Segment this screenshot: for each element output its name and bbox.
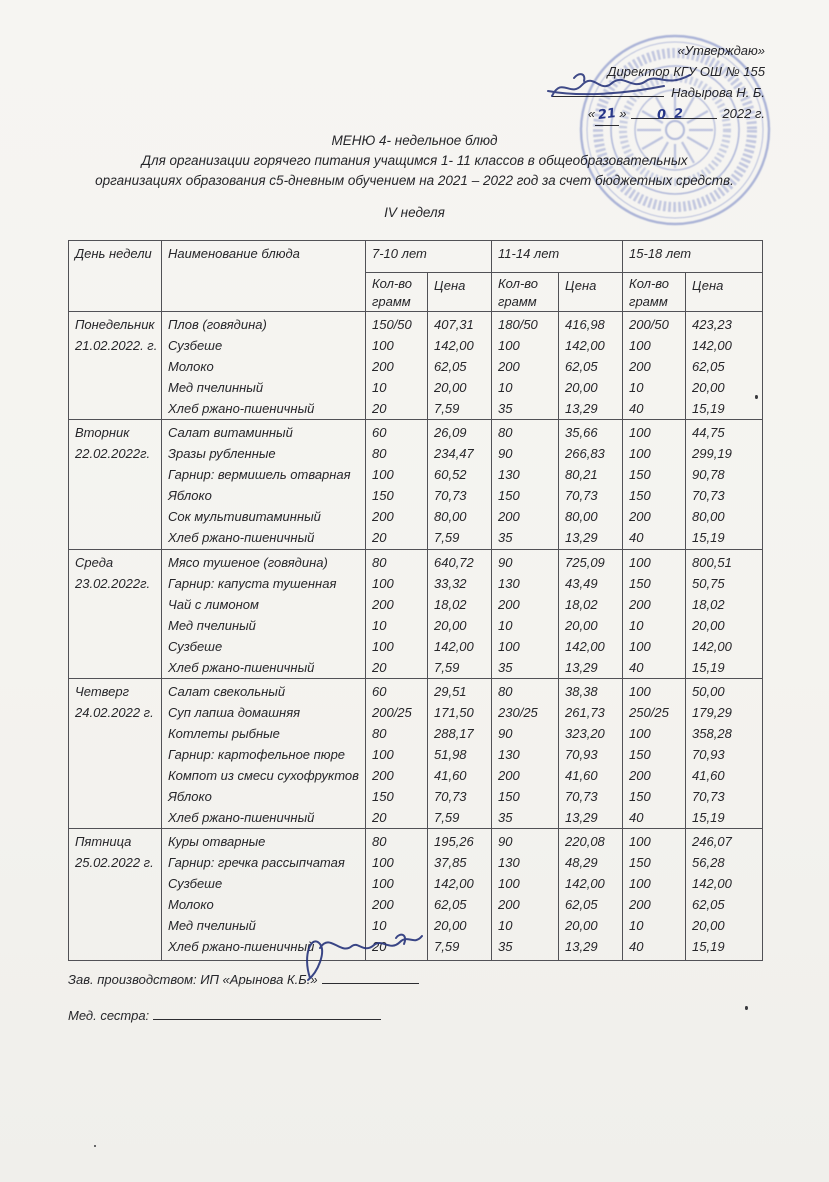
qty-cell (623, 312, 686, 420)
cell-value: 130 (498, 855, 520, 870)
cell-value: 200 (498, 509, 520, 524)
cell-value: 100 (372, 467, 394, 482)
cell-value: 200 (372, 359, 394, 374)
header-price-2: Цена (559, 273, 623, 312)
cell-value: 246,07 (692, 834, 732, 849)
cell-value: 150 (629, 576, 651, 591)
cell-value: 266,83 (565, 446, 605, 461)
cell-value: 100 (629, 726, 651, 741)
cell-value: 41,60 (565, 768, 598, 783)
header-age-11-14: 11-14 лет (492, 241, 623, 273)
cell-value: 41,60 (434, 768, 467, 783)
dish-name: Хлеб ржано-пшеничный (168, 939, 315, 954)
price-cell (428, 550, 492, 679)
cell-value: 416,98 (565, 317, 605, 332)
cell-value: 18,02 (692, 597, 725, 612)
director-name: Надырова Н. Б. (671, 85, 765, 100)
dish-cell (162, 550, 366, 679)
menu-table (68, 240, 763, 961)
qty-cell (623, 679, 686, 829)
day-cell (69, 679, 162, 829)
cell-value: 10 (629, 380, 644, 395)
cell-value: 200 (629, 359, 651, 374)
cell-value: 407,31 (434, 317, 474, 332)
cell-value: 7,59 (434, 401, 460, 416)
title-line-2: Для организации горячего питания учащимся 1- 11 классов в общеобразовательных (141, 153, 688, 168)
cell-value: 40 (629, 401, 644, 416)
cell-value: 100 (629, 555, 651, 570)
cell-value: 70,73 (692, 488, 725, 503)
cell-value: 15,19 (692, 660, 725, 675)
cell-value: 142,00 (565, 338, 605, 353)
cell-value: 80,00 (565, 509, 598, 524)
cell-value: 142,00 (692, 639, 732, 654)
date-close-quote: » (619, 106, 627, 121)
cell-value: 90 (498, 726, 513, 741)
qty-cell (492, 679, 559, 829)
price-cell (428, 829, 492, 961)
cell-value: 100 (372, 855, 394, 870)
cell-value: 10 (498, 380, 513, 395)
day-name: Вторник (75, 425, 130, 440)
cell-value: 90 (498, 555, 513, 570)
cell-value: 20,00 (434, 918, 467, 933)
cell-value: 80,21 (565, 467, 598, 482)
cell-value: 100 (498, 639, 520, 654)
header-age-15-18: 15-18 лет (623, 241, 763, 273)
cell-value: 7,59 (434, 939, 460, 954)
dish-name: Сузбеше (168, 338, 223, 353)
cell-value: 200/50 (629, 317, 669, 332)
cell-value: 90,78 (692, 467, 725, 482)
dish-name: Плов (говядина) (168, 317, 267, 332)
handwritten-month: 02 (657, 106, 692, 123)
date-open-quote: « (587, 106, 596, 121)
day-name: Четверг (75, 684, 130, 699)
cell-value: 40 (629, 660, 644, 675)
dish-name: Куры отварные (168, 834, 266, 849)
dish-name: Салат витаминный (168, 425, 293, 440)
day-date: 21.02.2022. г. (75, 338, 158, 353)
cell-value: 33,32 (434, 576, 467, 591)
price-cell (559, 679, 623, 829)
scan-speck (755, 395, 758, 399)
cell-value: 100 (629, 834, 651, 849)
cell-value: 60 (372, 684, 387, 699)
cell-value: 142,00 (434, 876, 474, 891)
dish-name: Сок мультивитаминный (168, 509, 321, 524)
dish-name: Гарнир: гречка рассыпчатая (168, 855, 345, 870)
cell-value: 200 (498, 597, 520, 612)
qty-cell (623, 420, 686, 550)
cell-value: 80,00 (434, 509, 467, 524)
cell-value: 100 (629, 684, 651, 699)
dish-name: Гарнир: капуста тушенная (168, 576, 337, 591)
cell-value: 15,19 (692, 530, 725, 545)
price-cell (559, 312, 623, 420)
price-cell (428, 312, 492, 420)
cell-value: 15,19 (692, 401, 725, 416)
header-dish-name: Наименование блюда (162, 241, 366, 312)
dish-name: Яблоко (168, 789, 212, 804)
cell-value: 62,05 (692, 359, 725, 374)
production-manager-signature (296, 928, 426, 984)
round-stamp (574, 26, 780, 232)
header-qty-3: Кол-во грамм (623, 273, 686, 312)
cell-value: 35 (498, 401, 513, 416)
day-name: Пятница (75, 834, 132, 849)
cell-value: 150 (498, 488, 520, 503)
cell-value: 29,51 (434, 684, 467, 699)
cell-value: 10 (372, 618, 387, 633)
dish-name: Хлеб ржано-пшеничный (168, 401, 315, 416)
day-cell (69, 550, 162, 679)
cell-value: 10 (629, 918, 644, 933)
cell-value: 142,00 (692, 338, 732, 353)
dish-name: Мед пчелинный (168, 380, 264, 395)
menu-table-header (69, 241, 763, 312)
cell-value: 288,17 (434, 726, 474, 741)
cell-value: 200 (498, 768, 520, 783)
cell-value: 20,00 (434, 618, 467, 633)
cell-value: 80 (372, 555, 387, 570)
cell-value: 299,19 (692, 446, 732, 461)
header-age-7-10: 7-10 лет (366, 241, 492, 273)
cell-value: 7,59 (434, 810, 460, 825)
cell-value: 51,98 (434, 747, 467, 762)
cell-value: 100 (372, 639, 394, 654)
cell-value: 7,59 (434, 530, 460, 545)
qty-cell (492, 420, 559, 550)
qty-cell (366, 679, 428, 829)
cell-value: 200 (372, 509, 394, 524)
cell-value: 20 (372, 660, 387, 675)
qty-cell (623, 550, 686, 679)
cell-value: 37,85 (434, 855, 467, 870)
cell-value: 80,00 (692, 509, 725, 524)
cell-value: 40 (629, 530, 644, 545)
cell-value: 150 (629, 467, 651, 482)
cell-value: 20,00 (434, 380, 467, 395)
cell-value: 40 (629, 810, 644, 825)
cell-value: 150 (372, 789, 394, 804)
cell-value: 142,00 (434, 338, 474, 353)
cell-value: 56,28 (692, 855, 725, 870)
dish-name: Мед пчелиный (168, 618, 256, 633)
cell-value: 13,29 (565, 401, 598, 416)
cell-value: 800,51 (692, 555, 732, 570)
cell-value: 142,00 (565, 639, 605, 654)
day-date: 22.02.2022г. (75, 446, 151, 461)
director-title: Директор КГУ ОШ № 155 (607, 64, 765, 79)
day-cell (69, 420, 162, 550)
cell-value: 100 (372, 876, 394, 891)
cell-value: 18,02 (565, 597, 598, 612)
cell-value: 20,00 (692, 918, 725, 933)
price-cell (559, 550, 623, 679)
cell-value: 130 (498, 747, 520, 762)
cell-value: 100 (629, 639, 651, 654)
price-cell (428, 420, 492, 550)
cell-value: 20 (372, 939, 387, 954)
dish-name: Мед пчелиный (168, 918, 256, 933)
cell-value: 20,00 (692, 380, 725, 395)
cell-value: 142,00 (565, 876, 605, 891)
cell-value: 200 (372, 768, 394, 783)
cell-value: 20 (372, 401, 387, 416)
day-name: Понедельник (75, 317, 155, 332)
cell-value: 150 (498, 789, 520, 804)
cell-value: 10 (498, 918, 513, 933)
nurse-signature-line (153, 1008, 381, 1020)
menu-day-row (69, 679, 763, 829)
cell-value: 142,00 (692, 876, 732, 891)
scan-speck (94, 1145, 96, 1147)
dish-name: Компот из смеси сухофруктов (168, 768, 359, 783)
cell-value: 15,19 (692, 939, 725, 954)
cell-value: 35 (498, 660, 513, 675)
cell-value: 62,05 (565, 897, 598, 912)
dish-cell (162, 420, 366, 550)
cell-value: 40 (629, 939, 644, 954)
cell-value: 423,23 (692, 317, 732, 332)
cell-value: 10 (629, 618, 644, 633)
header-price-1: Цена (428, 273, 492, 312)
header-day-of-week: День недели (69, 241, 162, 312)
qty-cell (492, 312, 559, 420)
cell-value: 200 (372, 597, 394, 612)
cell-value: 150 (629, 747, 651, 762)
dish-name: Чай с лимоном (168, 597, 259, 612)
cell-value: 70,93 (692, 747, 725, 762)
cell-value: 41,60 (692, 768, 725, 783)
menu-day-row (69, 420, 763, 550)
cell-value: 90 (498, 834, 513, 849)
cell-value: 200/25 (372, 705, 412, 720)
header-price-3: Цена (686, 273, 763, 312)
day-cell (69, 829, 162, 961)
cell-value: 20,00 (692, 618, 725, 633)
cell-value: 230/25 (498, 705, 538, 720)
cell-value: 10 (372, 380, 387, 395)
cell-value: 100 (629, 338, 651, 353)
cell-value: 26,09 (434, 425, 467, 440)
dish-name: Гарнир: картофельное пюре (168, 747, 346, 762)
dish-cell (162, 679, 366, 829)
cell-value: 100 (498, 338, 520, 353)
dish-name: Молоко (168, 359, 214, 374)
cell-value: 35 (498, 530, 513, 545)
cell-value: 10 (498, 618, 513, 633)
cell-value: 43,49 (565, 576, 598, 591)
cell-value: 35 (498, 939, 513, 954)
price-cell (559, 420, 623, 550)
qty-cell (366, 550, 428, 679)
cell-value: 195,26 (434, 834, 474, 849)
cell-value: 13,29 (565, 810, 598, 825)
cell-value: 10 (372, 918, 387, 933)
header-qty-2: Кол-во грамм (492, 273, 559, 312)
cell-value: 150 (629, 789, 651, 804)
dish-name: Хлеб ржано-пшеничный (168, 530, 315, 545)
cell-value: 200 (498, 359, 520, 374)
cell-value: 358,28 (692, 726, 732, 741)
cell-value: 200 (372, 897, 394, 912)
qty-cell (366, 312, 428, 420)
cell-value: 150 (629, 855, 651, 870)
price-cell (686, 679, 763, 829)
week-label: IV неделя (384, 205, 445, 220)
price-cell (686, 420, 763, 550)
dish-name: Сузбеше (168, 639, 223, 654)
dish-name: Гарнир: вермишель отварная (168, 467, 351, 482)
cell-value: 150 (372, 488, 394, 503)
cell-value: 250/25 (629, 705, 669, 720)
price-cell (686, 550, 763, 679)
cell-value: 323,20 (565, 726, 605, 741)
cell-value: 640,72 (434, 555, 474, 570)
dish-name: Хлеб ржано-пшеничный (168, 660, 315, 675)
price-cell (428, 679, 492, 829)
cell-value: 15,19 (692, 810, 725, 825)
cell-value: 142,00 (434, 639, 474, 654)
header-qty-1: Кол-во грамм (366, 273, 428, 312)
cell-value: 130 (498, 467, 520, 482)
cell-value: 60 (372, 425, 387, 440)
cell-value: 200 (629, 509, 651, 524)
cell-value: 35,66 (565, 425, 598, 440)
cell-value: 200 (629, 597, 651, 612)
cell-value: 100 (372, 576, 394, 591)
cell-value: 150 (629, 488, 651, 503)
day-name: Среда (75, 555, 114, 570)
cell-value: 48,29 (565, 855, 598, 870)
dish-name: Молоко (168, 897, 214, 912)
cell-value: 80 (372, 726, 387, 741)
cell-value: 90 (498, 446, 513, 461)
production-manager-label: Зав. производством: ИП «Арынова К.Б.» (68, 972, 318, 987)
title-line-1: МЕНЮ 4- недельное блюд (331, 133, 498, 148)
cell-value: 80 (498, 684, 513, 699)
date-year: 2022 г. (722, 106, 765, 121)
cell-value: 60,52 (434, 467, 467, 482)
dish-name: Сузбеше (168, 876, 223, 891)
cell-value: 80 (498, 425, 513, 440)
cell-value: 7,59 (434, 660, 460, 675)
cell-value: 100 (629, 425, 651, 440)
cell-value: 13,29 (565, 660, 598, 675)
qty-cell (492, 829, 559, 961)
cell-value: 261,73 (565, 705, 605, 720)
dish-name: Суп лапша домашняя (168, 705, 301, 720)
cell-value: 200 (629, 768, 651, 783)
cell-value: 44,75 (692, 425, 725, 440)
dish-name: Котлеты рыбные (168, 726, 280, 741)
cell-value: 725,09 (565, 555, 605, 570)
title-line-3: организациях образования с5-дневным обучением на 2021 – 2022 год за счет бюджетных средств. (95, 173, 734, 188)
approve-label: «Утверждаю» (677, 43, 765, 58)
cell-value: 100 (498, 876, 520, 891)
cell-value: 20 (372, 810, 387, 825)
handwritten-day: 21 (597, 105, 618, 124)
cell-value: 62,05 (565, 359, 598, 374)
director-signature (546, 64, 696, 108)
dish-name: Яблоко (168, 488, 212, 503)
cell-value: 80 (372, 446, 387, 461)
cell-value: 70,73 (434, 789, 467, 804)
cell-value: 70,73 (565, 789, 598, 804)
day-cell (69, 312, 162, 420)
cell-value: 70,73 (692, 789, 725, 804)
cell-value: 150/50 (372, 317, 412, 332)
cell-value: 179,29 (692, 705, 732, 720)
cell-value: 200 (629, 897, 651, 912)
cell-value: 50,75 (692, 576, 725, 591)
cell-value: 13,29 (565, 530, 598, 545)
cell-value: 234,47 (434, 446, 474, 461)
day-date: 25.02.2022 г. (75, 855, 154, 870)
dish-cell (162, 312, 366, 420)
cell-value: 220,08 (565, 834, 605, 849)
dish-name: Мясо тушеное (говядина) (168, 555, 328, 570)
cell-value: 20,00 (565, 380, 598, 395)
cell-value: 180/50 (498, 317, 538, 332)
qty-cell (492, 550, 559, 679)
day-date: 24.02.2022 г. (75, 705, 154, 720)
cell-value: 38,38 (565, 684, 598, 699)
cell-value: 70,93 (565, 747, 598, 762)
menu-day-row (69, 312, 763, 420)
cell-value: 80 (372, 834, 387, 849)
cell-value: 62,05 (692, 897, 725, 912)
cell-value: 50,00 (692, 684, 725, 699)
cell-value: 20,00 (565, 618, 598, 633)
cell-value: 62,05 (434, 359, 467, 374)
nurse-label: Мед. сестра: (68, 1008, 150, 1023)
cell-value: 18,02 (434, 597, 467, 612)
cell-value: 20,00 (565, 918, 598, 933)
nurse-row (68, 1008, 381, 1023)
cell-value: 100 (372, 747, 394, 762)
menu-day-row (69, 550, 763, 679)
day-date: 23.02.2022г. (75, 576, 151, 591)
cell-value: 62,05 (434, 897, 467, 912)
scan-speck (745, 1006, 748, 1010)
cell-value: 13,29 (565, 939, 598, 954)
dish-name: Салат свекольный (168, 684, 286, 699)
cell-value: 130 (498, 576, 520, 591)
qty-cell (623, 829, 686, 961)
price-cell (686, 312, 763, 420)
dish-name: Хлеб ржано-пшеничный (168, 810, 315, 825)
cell-value: 35 (498, 810, 513, 825)
price-cell (686, 829, 763, 961)
cell-value: 200 (498, 897, 520, 912)
qty-cell (366, 420, 428, 550)
cell-value: 171,50 (434, 705, 474, 720)
menu-table-body (69, 312, 763, 961)
price-cell (559, 829, 623, 961)
cell-value: 70,73 (434, 488, 467, 503)
cell-value: 100 (629, 876, 651, 891)
cell-value: 100 (372, 338, 394, 353)
cell-value: 100 (629, 446, 651, 461)
dish-name: Зразы рубленные (168, 446, 276, 461)
cell-value: 20 (372, 530, 387, 545)
cell-value: 70,73 (565, 488, 598, 503)
